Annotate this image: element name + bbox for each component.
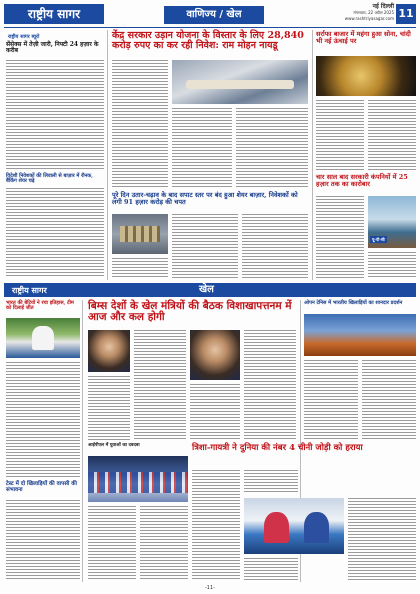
article-text xyxy=(88,376,130,440)
jewellery-photo xyxy=(316,56,416,96)
article-text xyxy=(244,470,298,494)
article-text xyxy=(304,360,358,440)
article-text xyxy=(368,252,416,278)
article-text xyxy=(348,498,416,580)
masthead xyxy=(4,4,416,26)
article-text xyxy=(316,100,364,170)
left-subhead: विदेशी निवेशकों की लिवाली से बाज़ार में रौनक, बैंकिंग शेयर चढ़े xyxy=(6,173,93,185)
left-headline: सेंसेक्स में तेज़ी जारी, निफ्टी 24 हज़ार के करीब xyxy=(6,41,99,55)
small-headline: आईपीएल में युवाओं का दबदबा xyxy=(88,443,140,448)
team-photo xyxy=(88,456,188,502)
article-text xyxy=(244,330,296,440)
meeting-photo xyxy=(172,60,308,104)
column-divider xyxy=(82,300,83,582)
table-tennis-headline: त्रिशा-गायत्री ने दुनिया की नंबर 4 चीनी जोड़ी को हराया xyxy=(192,443,363,453)
sports-strip xyxy=(4,283,416,297)
article-text xyxy=(192,470,240,580)
psu-headline: चार साल बाद सरकारी कंपनियों में 25 हज़ार तक का कारोबार xyxy=(316,173,408,189)
article-text xyxy=(244,558,298,580)
market-photo xyxy=(112,214,168,254)
tennis-photo xyxy=(304,314,416,356)
column-divider xyxy=(107,30,108,280)
article-text xyxy=(368,100,416,170)
section-label: वाणिज्य / खेल xyxy=(164,6,264,24)
article-text xyxy=(362,360,416,440)
table-tennis-photo xyxy=(244,498,344,554)
cricket-photo xyxy=(6,318,80,358)
sports-lead-headline: बिम्स देशों के खेल मंत्रियों की बैठक विशाखापत्तनम में आज और कल होगी xyxy=(88,300,292,324)
masthead-meta xyxy=(284,4,394,22)
lead-headline: केंद्र सरकार उड़ान योजना के विस्तार के लिए 28,840 करोड़ रुपए का कर रही निवेश: राम मोहन नायडू xyxy=(112,30,304,52)
article-text xyxy=(242,214,308,278)
minister-photo xyxy=(88,330,130,372)
article-text xyxy=(112,60,168,188)
sports-right-headline: ओपन टेनिस में भारतीय खिलाड़ियों का शानदार प्रदर्शन xyxy=(304,300,403,306)
article-text xyxy=(172,108,232,188)
sports-section: खेल xyxy=(199,284,214,295)
masthead-city: नई दिल्ली xyxy=(372,3,394,10)
article-text xyxy=(172,214,238,278)
sports-brand: राष्ट्रीय सागर xyxy=(12,285,47,295)
article-text xyxy=(140,506,188,580)
official-photo xyxy=(190,330,240,380)
photo-tag: यू-पी-सी xyxy=(372,237,385,242)
sports-left-headline: भारत की बेटियों ने रचा इतिहास, टीम को दिलाई जीत xyxy=(6,300,74,312)
market-headline: पूरे दिन उतार-चढ़ाव के बाद सपाट स्तर पर बंद हुआ शेयर बाज़ार, निवेशकों को लगी 91 हज़ार करोड़ की चपत xyxy=(112,191,298,207)
page-footer: -11- xyxy=(205,585,215,591)
masthead-url: www.rashtriyasagar.com xyxy=(344,16,394,21)
masthead-brand: राष्ट्रीय सागर xyxy=(4,4,104,24)
article-text xyxy=(236,108,308,188)
article-text xyxy=(6,60,104,170)
article-text xyxy=(6,500,80,580)
left-kicker: राष्ट्रीय सागर ब्यूरो xyxy=(8,34,40,40)
masthead-rule xyxy=(4,27,416,28)
article-text xyxy=(134,330,186,440)
article-text xyxy=(316,196,364,278)
sports-bottom-left-headline: टेस्ट में दो खिलाड़ियों की वापसी की संभावना xyxy=(6,481,77,493)
gold-headline: सर्राफा बाजार में महंगा हुआ सोना, चांदी भी नई ऊंचाई पर xyxy=(316,30,411,46)
article-text xyxy=(6,188,104,276)
page-number: 11 xyxy=(396,4,416,24)
article-text xyxy=(112,258,168,278)
article-text xyxy=(6,362,80,478)
article-text xyxy=(190,384,240,440)
masthead-date: मंगलवार, 22 अप्रैल 2025 xyxy=(353,10,394,15)
column-divider xyxy=(312,30,313,280)
article-text xyxy=(88,506,136,580)
